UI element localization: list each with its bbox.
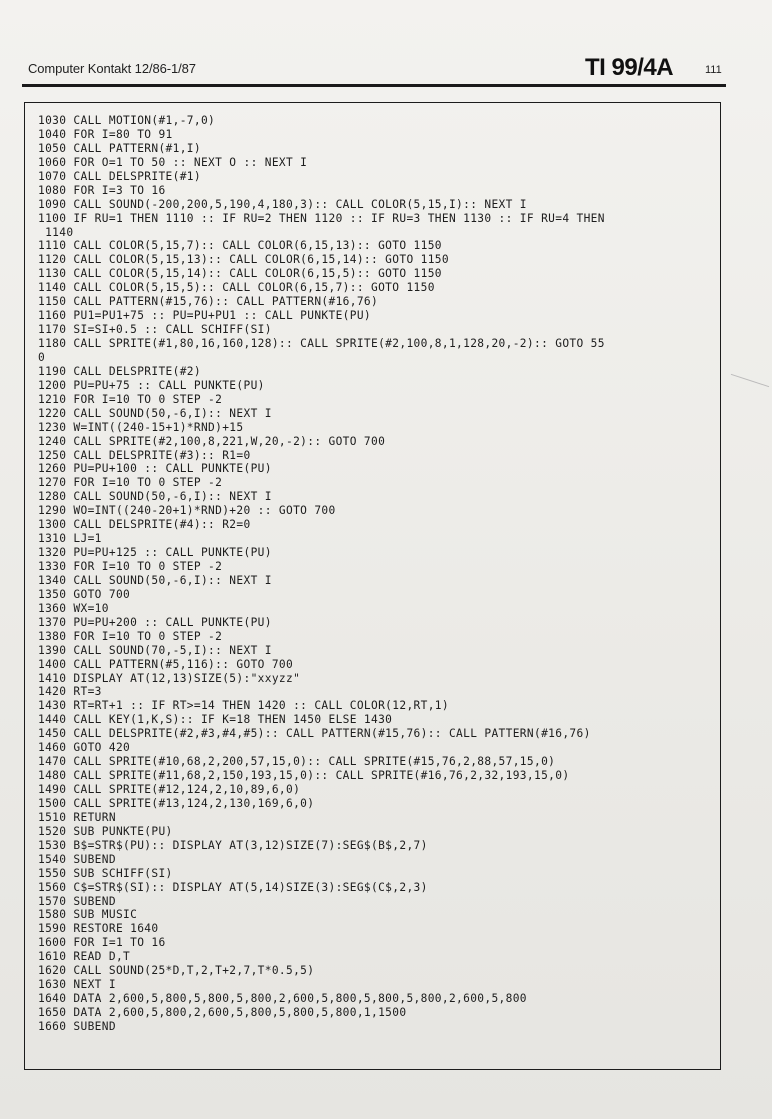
code-line: 1470 CALL SPRITE(#10,68,2,200,57,15,0):: CALL SPRITE(#15,76,2,88,57,15,0) — [38, 755, 556, 769]
code-line: 1110 CALL COLOR(5,15,7):: CALL COLOR(6,15,13):: GOTO 1150 — [38, 239, 442, 253]
program-listing-box — [24, 102, 721, 1070]
code-line: 1480 CALL SPRITE(#11,68,2,150,193,15,0):: CALL SPRITE(#16,76,2,32,193,15,0) — [38, 769, 570, 783]
code-line: 1560 C$=STR$(SI):: DISPLAY AT(5,14)SIZE(3):SEG$(C$,2,3) — [38, 880, 428, 894]
code-line: 1280 CALL SOUND(50,-6,I):: NEXT I — [38, 490, 272, 504]
code-line: 1620 CALL SOUND(25*D,T,2,T+2,7,T*0.5,5) — [38, 964, 315, 978]
code-line: 1330 FOR I=10 TO 0 STEP -2 — [38, 560, 223, 573]
page-number: 111 — [705, 64, 722, 76]
program-listing — [38, 114, 605, 1034]
code-line: 1350 GOTO 700 — [38, 587, 131, 601]
code-line: 1550 SUB SCHIFF(SI) — [38, 866, 173, 880]
code-line: 1260 PU=PU+100 :: CALL PUNKTE(PU) — [38, 462, 272, 476]
code-line: 1120 CALL COLOR(5,15,13):: CALL COLOR(6,15,14):: GOTO 1150 — [38, 253, 449, 267]
code-line: 1180 CALL SPRITE(#1,80,16,160,128):: CALL SPRITE(#2,100,8,1,128,20,-2):: GOTO 55 — [38, 337, 605, 350]
code-line: 1100 IF RU=1 THEN 1110 :: IF RU=2 THEN 1120 :: IF RU=3 THEN 1130 :: IF RU=4 THEN — [38, 211, 605, 225]
code-line: 1440 CALL KEY(1,K,S):: IF K=18 THEN 1450 ELSE 1430 — [38, 713, 393, 727]
code-line: 1650 DATA 2,600,5,800,2,600,5,800,5,800,5,800,1,1500 — [38, 1006, 407, 1019]
code-line: 1070 CALL DELSPRITE(#1) — [38, 169, 201, 183]
code-line: 1200 PU=PU+75 :: CALL PUNKTE(PU) — [38, 378, 265, 392]
code-line: 1190 CALL DELSPRITE(#2) — [38, 364, 201, 378]
code-line: 1520 SUB PUNKTE(PU) — [38, 824, 173, 838]
code-line: 1340 CALL SOUND(50,-6,I):: NEXT I — [38, 573, 272, 587]
code-line: 1390 CALL SOUND(70,-5,I):: NEXT I — [38, 643, 272, 657]
code-line: 1270 FOR I=10 TO 0 STEP -2 — [38, 476, 223, 490]
code-line: 1230 W=INT((240-15+1)*RND)+15 — [38, 420, 244, 434]
code-line: 1050 CALL PATTERN(#1,I) — [38, 141, 201, 155]
code-line: 1310 LJ=1 — [38, 532, 102, 546]
code-line: 1240 CALL SPRITE(#2,100,8,221,W,20,-2):: GOTO 700 — [38, 434, 386, 448]
code-line: 1590 RESTORE 1640 — [38, 922, 159, 936]
code-line: 1600 FOR I=1 TO 16 — [38, 936, 166, 950]
code-line: 1400 CALL PATTERN(#5,116):: GOTO 700 — [38, 657, 294, 671]
code-line: 1530 B$=STR$(PU):: DISPLAY AT(3,12)SIZE(7):SEG$(B$,2,7) — [38, 838, 428, 852]
code-line: 1370 PU=PU+200 :: CALL PUNKTE(PU) — [38, 615, 272, 629]
code-line: 1540 SUBEND — [38, 852, 116, 866]
code-line: 1090 CALL SOUND(-200,200,5,190,4,180,3):: CALL COLOR(5,15,I):: NEXT I — [38, 197, 527, 211]
code-line: 1510 RETURN — [38, 810, 116, 824]
code-line: 1640 DATA 2,600,5,800,5,800,5,800,2,600,5,800,5,800,5,800,2,600,5,800 — [38, 992, 527, 1006]
code-line: 1150 CALL PATTERN(#15,76):: CALL PATTERN(#16,76) — [38, 295, 379, 309]
header-rule — [22, 84, 726, 87]
code-line: 1080 FOR I=3 TO 16 — [38, 183, 166, 197]
code-line: 1660 SUBEND — [38, 1019, 116, 1033]
code-line: 1210 FOR I=10 TO 0 STEP -2 — [38, 392, 223, 406]
code-line: 1380 FOR I=10 TO 0 STEP -2 — [38, 629, 223, 643]
code-line: 1060 FOR O=1 TO 50 :: NEXT O :: NEXT I — [38, 155, 308, 169]
code-line: 1130 CALL COLOR(5,15,14):: CALL COLOR(6,15,5):: GOTO 1150 — [38, 267, 442, 281]
code-line: 1610 READ D,T — [38, 950, 131, 964]
code-line: 0 — [38, 350, 46, 364]
page-header — [22, 52, 722, 84]
code-line: 1450 CALL DELSPRITE(#2,#3,#4,#5):: CALL PATTERN(#15,76):: CALL PATTERN(#16,76) — [38, 727, 591, 741]
code-line: 1410 DISPLAY AT(12,13)SIZE(5):"xxyzz" — [38, 671, 301, 685]
code-line: 1360 WX=10 — [38, 601, 109, 615]
code-line: 1630 NEXT I — [38, 978, 116, 992]
code-line: 1430 RT=RT+1 :: IF RT>=14 THEN 1420 :: CALL COLOR(12,RT,1) — [38, 699, 449, 713]
publication-name: Computer Kontakt 12/86-1/87 — [28, 61, 196, 76]
code-line: 1140 CALL COLOR(5,15,5):: CALL COLOR(6,15,7):: GOTO 1150 — [38, 281, 435, 295]
code-line: 1500 CALL SPRITE(#13,124,2,130,169,6,0) — [38, 796, 315, 810]
code-line: 1170 SI=SI+0.5 :: CALL SCHIFF(SI) — [38, 323, 272, 337]
code-line: 1570 SUBEND — [38, 894, 116, 908]
section-title: TI 99/4A — [585, 54, 674, 81]
code-line: 1220 CALL SOUND(50,-6,I):: NEXT I — [38, 406, 272, 420]
code-line: 1140 — [38, 225, 74, 239]
code-line: 1040 FOR I=80 TO 91 — [38, 127, 173, 141]
code-line: 1300 CALL DELSPRITE(#4):: R2=0 — [38, 518, 251, 532]
code-line: 1320 PU=PU+125 :: CALL PUNKTE(PU) — [38, 546, 272, 560]
code-line: 1290 WO=INT((240-20+1)*RND)+20 :: GOTO 700 — [38, 504, 336, 518]
code-line: 1160 PU1=PU1+75 :: PU=PU+PU1 :: CALL PUNKTE(PU) — [38, 309, 372, 323]
code-line: 1030 CALL MOTION(#1,-7,0) — [38, 114, 216, 127]
code-line: 1420 RT=3 — [38, 685, 102, 699]
code-line: 1460 GOTO 420 — [38, 741, 131, 755]
scan-edge-mark — [731, 374, 769, 387]
code-line: 1580 SUB MUSIC — [38, 908, 138, 922]
code-line: 1490 CALL SPRITE(#12,124,2,10,89,6,0) — [38, 783, 301, 796]
code-line: 1250 CALL DELSPRITE(#3):: R1=0 — [38, 448, 251, 462]
